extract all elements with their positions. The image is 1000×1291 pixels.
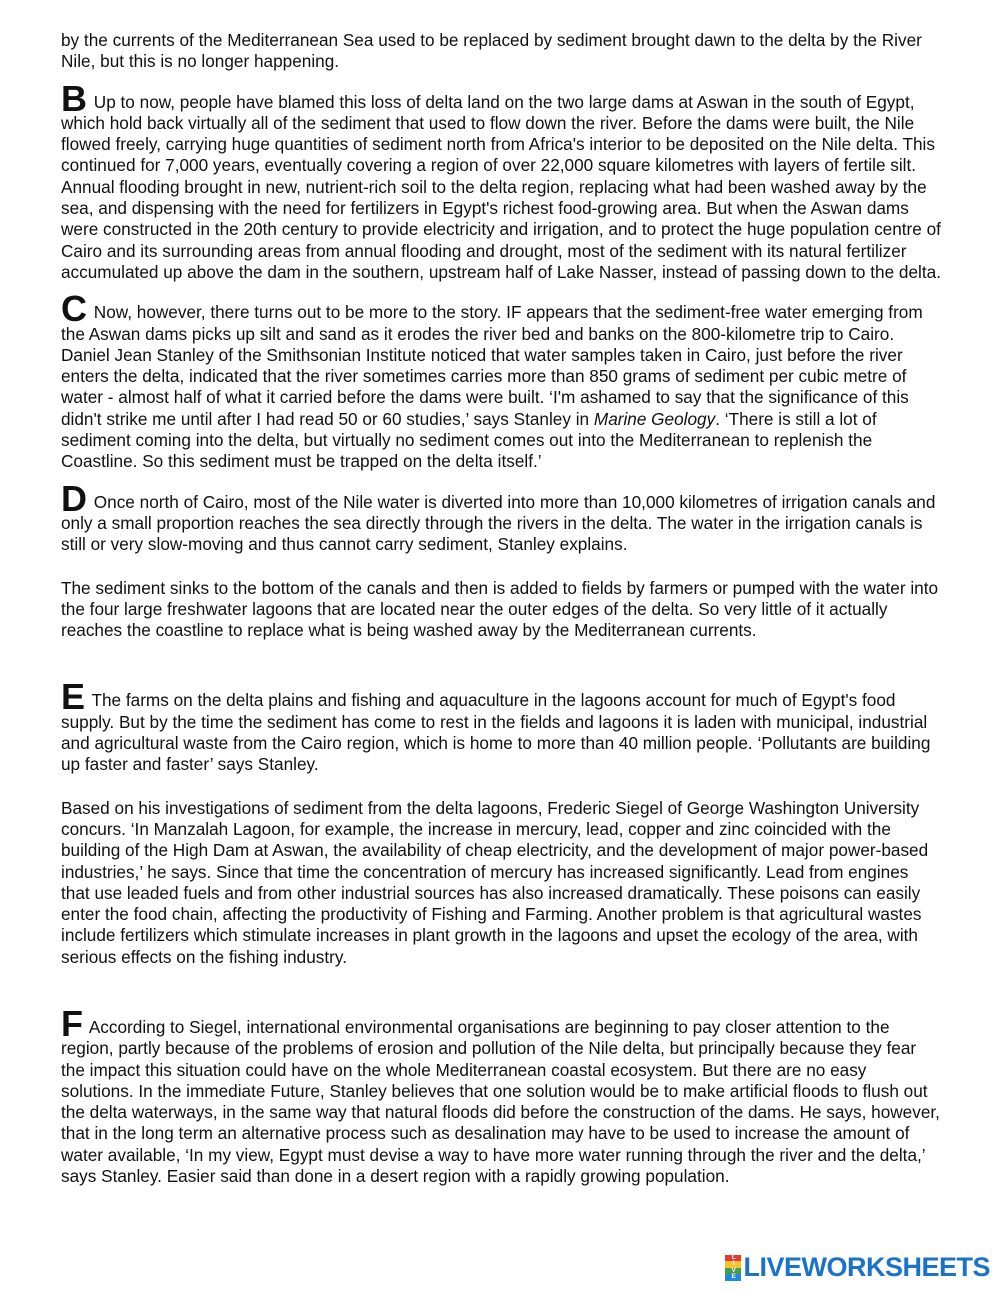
paragraph-text: . ‘There is still a lot of sediment coming into the delta, but virtually no sediment comes out into the Mediterranean to replenish the Coastline. So this sediment must be trapped on the delta itself.’ xyxy=(61,408,877,472)
logo-text: LIVEWORKSHEETS xyxy=(743,1252,990,1282)
paragraph-text: Now, however, there turns out to be more to the story. IF appears that the sediment-free water emerging from the Aswan dams picks up silt and sand as it erodes the river bed and banks on the 800-kilometre trip to Cairo. Daniel Jean Stanley of the Smithsonian Institute noticed that water samples taken in Cairo, just before the river enters the delta, indicated that the river sometimes carries more than 850 grams of sediment per cubic metre of water - almost half of what it carried before the dams were built. ‘I'm ashamed to say that the significance of this didn't strike me until after I had read 50 or 60 studies,’ says Stanley in xyxy=(61,302,923,429)
article-body xyxy=(61,30,941,1187)
paragraph-d xyxy=(61,475,941,556)
paragraph-text: by the currents of the Mediterranean Sea used to be replaced by sediment brought dawn to the delta by the River Nile, but this is no longer happening. xyxy=(61,30,922,72)
section-letter-c: C xyxy=(61,288,87,330)
paragraph-e xyxy=(61,673,941,775)
live-badge-icon: L I V E xyxy=(725,1255,741,1281)
journal-title: Marine Geology xyxy=(593,408,716,429)
paragraph-text: Up to now, people have blamed this loss of delta land on the two large dams at Aswan in the south of Egypt, which hold back virtually all of the sediment that used to flow down the river. Before the dams were built, the Nile flowed freely, carrying huge quantities of sediment north from Africa's interior to be deposited on the Nile delta. This continued for 7,000 years, eventually covering a region of over 22,000 square kilometres with layers of fertile silt. Annual flooding brought in new, nutrient-rich soil to the delta region, replacing what had been washed away by the sea, and dispensing with the need for fertilizers in Egypt's richest food-growing area. But when the Aswan dams were constructed in the 20th century to provide electricity and irrigation, and to protect the huge population centre of Cairo and its surrounding areas from annual flooding and drought, most of the sediment with its natural fertilizer accumulated up above the dam in the southern, upstream half of Lake Nasser, instead of passing down to the delta. xyxy=(61,91,941,282)
paragraph-f xyxy=(61,1000,941,1187)
section-letter-f: F xyxy=(61,1002,83,1044)
section-letter-d: D xyxy=(61,477,87,519)
paragraph-intro xyxy=(61,30,941,73)
liveworksheets-logo[interactable] xyxy=(725,1252,990,1283)
paragraph-text: Based on his investigations of sediment from the delta lagoons, Frederic Siegel of George Washington University concurs. ‘In Manzalah Lagoon, for example, the increase in mercury, lead, copper and zinc coincided with the building of the High Dam at Aswan, the availability of cheap electricity, and the development of major power-based industries,’ he says. Since that time the concentration of mercury has increased significantly. Lead from engines that use leaded fuels and from other industrial sources has also increased dramatically. These poisons can easily enter the food chain, affecting the productivity of Fishing and Farming. Another problem is that agricultural wastes include fertilizers which stimulate increases in plant growth in the lagoons and upset the ecology of the area, with serious effects on the fishing industry. xyxy=(61,797,929,967)
paragraph-text: The farms on the delta plains and fishing and aquaculture in the lagoons account for much of Egypt's food supply. But by the time the sediment has come to rest in the fields and lagoons it is laden with municipal, industrial and agricultural waste from the Cairo region, which is home to more than 40 million people. ‘Pollutants are building up faster and faster’ says Stanley. xyxy=(61,690,931,775)
paragraph-text: Once north of Cairo, most of the Nile water is diverted into more than 10,000 kilometres of irrigation canals and only a small proportion reaches the sea directly through the rivers in the delta. The water in the irrigation canals is still or very slow-moving and thus cannot carry sediment, Stanley explains. xyxy=(61,491,936,555)
paragraph-text: The sediment sinks to the bottom of the canals and then is added to fields by farmers or pumped with the water into the four large freshwater lagoons that are located near the outer edges of the delta. So very little of it actually reaches the coastline to replace what is being washed away by the Mediterranean currents. xyxy=(61,577,939,641)
paragraph-text: According to Siegel, international environmental organisations are beginning to pay closer attention to the region, partly because of the problems of erosion and pollution of the Nile delta, but principally because they fear the impact this situation could have on the whole Mediterranean coastal ecosystem. But there are no easy solutions. In the immediate Future, Stanley believes that one solution would be to make artificial floods to flush out the delta waterways, in the same way that natural floods did before the construction of the dams. He says, however, that in the long term an alternative process such as desalination may have to be used to increase the amount of water available, ‘In my view, Egypt must devise a way to have more water running through the river and the delta,’ says Stanley. Easier said than done in a desert region with a rapidly growing population. xyxy=(61,1016,940,1187)
paragraph-d2 xyxy=(61,578,941,642)
section-letter-e: E xyxy=(61,676,86,718)
paragraph-b xyxy=(61,75,941,284)
paragraph-c xyxy=(61,285,941,472)
paragraph-e2 xyxy=(61,798,941,968)
section-letter-b: B xyxy=(61,77,87,119)
